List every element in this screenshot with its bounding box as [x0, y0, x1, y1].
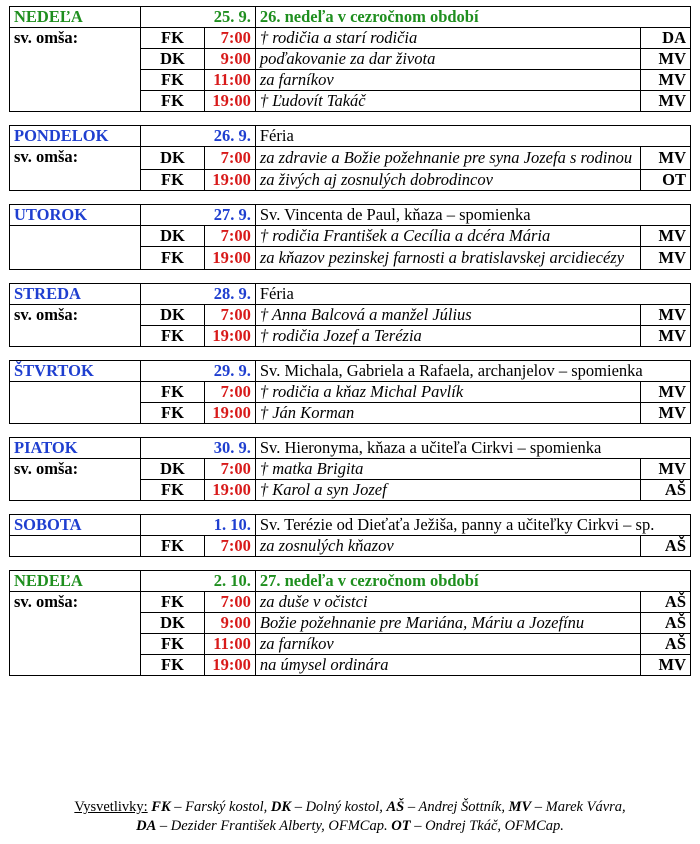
- church-code: DK: [141, 305, 204, 326]
- mass-row: [10, 613, 691, 634]
- mass-time: 19:00: [204, 326, 255, 347]
- priest-code: OT: [640, 170, 690, 191]
- mass-label: [10, 70, 141, 91]
- priest-code: DA: [640, 28, 690, 49]
- mass-row: [10, 147, 691, 170]
- mass-label: [10, 655, 141, 676]
- priest-code: MV: [640, 91, 690, 112]
- day-header: [10, 7, 691, 28]
- mass-intention: † Ľudovít Takáč: [255, 91, 640, 112]
- mass-label: [10, 634, 141, 655]
- church-code: FK: [141, 170, 204, 191]
- day-header: [10, 515, 691, 536]
- mass-row: [10, 536, 691, 557]
- church-code: FK: [141, 326, 204, 347]
- mass-intention: za farníkov: [255, 634, 640, 655]
- day-name: NEDEĽA: [10, 571, 141, 592]
- priest-code: AŠ: [640, 480, 690, 501]
- church-code: FK: [141, 382, 204, 403]
- mass-intention: za zosnulých kňazov: [255, 536, 640, 557]
- day-date: 26. 9.: [141, 126, 255, 147]
- mass-row: [10, 326, 691, 347]
- mass-label: [10, 226, 141, 247]
- day-header: [10, 438, 691, 459]
- church-code: FK: [141, 403, 204, 424]
- mass-intention: † Karol a syn Jozef: [255, 480, 640, 501]
- mass-intention: za živých aj zosnulých dobrodincov: [255, 170, 640, 191]
- day-table: [9, 360, 691, 424]
- day-table: [9, 125, 691, 191]
- priest-code: AŠ: [640, 613, 690, 634]
- mass-label: sv. omša:: [10, 28, 141, 49]
- mass-time: 7:00: [204, 382, 255, 403]
- mass-label: [10, 382, 141, 403]
- mass-row: [10, 480, 691, 501]
- mass-intention: † Ján Korman: [255, 403, 640, 424]
- church-code: FK: [141, 480, 204, 501]
- mass-label: sv. omša:: [10, 147, 141, 170]
- legend: [9, 798, 691, 836]
- mass-time: 7:00: [204, 28, 255, 49]
- mass-label: [10, 326, 141, 347]
- day-table: [9, 570, 691, 676]
- priest-code: AŠ: [640, 536, 690, 557]
- church-code: FK: [141, 70, 204, 91]
- day-date: 28. 9.: [141, 284, 255, 305]
- mass-intention: za farníkov: [255, 70, 640, 91]
- mass-intention: † rodičia a starí rodičia: [255, 28, 640, 49]
- mass-row: [10, 655, 691, 676]
- mass-intention: poďakovanie za dar života: [255, 49, 640, 70]
- mass-row: [10, 403, 691, 424]
- day-date: 27. 9.: [141, 205, 255, 226]
- church-code: DK: [141, 459, 204, 480]
- priest-code: MV: [640, 459, 690, 480]
- mass-time: 11:00: [204, 70, 255, 91]
- mass-row: [10, 226, 691, 247]
- day-description: Sv. Michala, Gabriela a Rafaela, archanjelov – spomienka: [255, 361, 690, 382]
- day-date: 25. 9.: [141, 7, 255, 28]
- mass-intention: na úmysel ordinára: [255, 655, 640, 676]
- mass-intention: za duše v očistci: [255, 592, 640, 613]
- mass-time: 7:00: [204, 459, 255, 480]
- legend-text: – Marek Vávra,: [531, 799, 626, 815]
- day-table: [9, 6, 691, 112]
- priest-code: MV: [640, 305, 690, 326]
- church-code: DK: [141, 226, 204, 247]
- legend-abbr: AŠ: [386, 799, 405, 815]
- mass-time: 7:00: [204, 226, 255, 247]
- mass-row: [10, 305, 691, 326]
- day-name: PIATOK: [10, 438, 141, 459]
- priest-code: MV: [640, 147, 690, 170]
- church-code: FK: [141, 655, 204, 676]
- mass-row: [10, 247, 691, 270]
- mass-time: 7:00: [204, 592, 255, 613]
- mass-intention: † Anna Balcová a manžel Július: [255, 305, 640, 326]
- legend-text: – Dezider František Alberty, OFMCap.: [156, 818, 392, 834]
- day-description: Sv. Vincenta de Paul, kňaza – spomienka: [255, 205, 690, 226]
- church-code: FK: [141, 28, 204, 49]
- mass-label: sv. omša:: [10, 305, 141, 326]
- mass-intention: † rodičia a kňaz Michal Pavlík: [255, 382, 640, 403]
- mass-label: sv. omša:: [10, 592, 141, 613]
- mass-label: [10, 536, 141, 557]
- priest-code: AŠ: [640, 592, 690, 613]
- mass-time: 19:00: [204, 170, 255, 191]
- mass-row: [10, 634, 691, 655]
- mass-time: 19:00: [204, 247, 255, 270]
- mass-intention: Božie požehnanie pre Mariána, Máriu a Jozefínu: [255, 613, 640, 634]
- mass-time: 11:00: [204, 634, 255, 655]
- mass-time: 7:00: [204, 536, 255, 557]
- mass-time: 7:00: [204, 147, 255, 170]
- legend-text: – Ondrej Tkáč, OFMCap.: [410, 818, 564, 834]
- day-header: [10, 361, 691, 382]
- day-name: ŠTVRTOK: [10, 361, 141, 382]
- priest-code: MV: [640, 70, 690, 91]
- church-code: DK: [141, 49, 204, 70]
- mass-row: [10, 91, 691, 112]
- church-code: FK: [141, 536, 204, 557]
- legend-text: – Dolný kostol,: [291, 799, 387, 815]
- mass-intention: † matka Brigita: [255, 459, 640, 480]
- legend-heading: Vysvetlivky:: [74, 799, 148, 815]
- day-description: 26. nedeľa v cezročnom období: [255, 7, 690, 28]
- church-code: FK: [141, 592, 204, 613]
- day-table: [9, 514, 691, 557]
- mass-intention: † rodičia František a Cecília a dcéra Mária: [255, 226, 640, 247]
- day-name: SOBOTA: [10, 515, 141, 536]
- legend-text: – Farský kostol,: [170, 799, 271, 815]
- mass-label: [10, 403, 141, 424]
- mass-schedule: [9, 6, 691, 689]
- day-header: [10, 205, 691, 226]
- legend-abbr: DA: [136, 818, 157, 834]
- day-description: Féria: [255, 126, 690, 147]
- mass-intention: † rodičia Jozef a Terézia: [255, 326, 640, 347]
- mass-time: 19:00: [204, 403, 255, 424]
- mass-time: 7:00: [204, 305, 255, 326]
- priest-code: MV: [640, 655, 690, 676]
- mass-row: [10, 70, 691, 91]
- mass-intention: za zdravie a Božie požehnanie pre syna Jozefa s rodinou: [255, 147, 640, 170]
- priest-code: MV: [640, 226, 690, 247]
- legend-abbr: FK: [151, 799, 171, 815]
- priest-code: MV: [640, 326, 690, 347]
- day-name: STREDA: [10, 284, 141, 305]
- legend-text: – Andrej Šottník,: [404, 799, 509, 815]
- mass-time: 19:00: [204, 655, 255, 676]
- day-table: [9, 437, 691, 501]
- mass-time: 19:00: [204, 480, 255, 501]
- church-code: FK: [141, 634, 204, 655]
- mass-label: [10, 613, 141, 634]
- mass-row: [10, 382, 691, 403]
- day-description: Féria: [255, 284, 690, 305]
- priest-code: MV: [640, 49, 690, 70]
- priest-code: AŠ: [640, 634, 690, 655]
- church-code: FK: [141, 91, 204, 112]
- day-header: [10, 284, 691, 305]
- mass-label: [10, 247, 141, 270]
- day-header: [10, 571, 691, 592]
- priest-code: MV: [640, 403, 690, 424]
- day-name: PONDELOK: [10, 126, 141, 147]
- day-header: [10, 126, 691, 147]
- priest-code: MV: [640, 382, 690, 403]
- day-table: [9, 204, 691, 270]
- mass-row: [10, 459, 691, 480]
- day-table: [9, 283, 691, 347]
- legend-abbr: DK: [270, 799, 292, 815]
- mass-row: [10, 49, 691, 70]
- mass-label: [10, 480, 141, 501]
- mass-time: 9:00: [204, 49, 255, 70]
- church-code: DK: [141, 147, 204, 170]
- day-date: 1. 10.: [141, 515, 255, 536]
- mass-label: [10, 91, 141, 112]
- day-description: 27. nedeľa v cezročnom období: [255, 571, 690, 592]
- mass-row: [10, 28, 691, 49]
- mass-row: [10, 592, 691, 613]
- church-code: DK: [141, 613, 204, 634]
- day-date: 30. 9.: [141, 438, 255, 459]
- priest-code: MV: [640, 247, 690, 270]
- mass-label: sv. omša:: [10, 459, 141, 480]
- day-description: Sv. Hieronyma, kňaza a učiteľa Cirkvi – spomienka: [255, 438, 690, 459]
- church-code: FK: [141, 247, 204, 270]
- legend-abbr: MV: [508, 799, 532, 815]
- day-name: UTOROK: [10, 205, 141, 226]
- day-description: Sv. Terézie od Dieťaťa Ježiša, panny a učiteľky Cirkvi – sp.: [255, 515, 690, 536]
- legend-abbr: OT: [391, 818, 411, 834]
- day-date: 29. 9.: [141, 361, 255, 382]
- mass-row: [10, 170, 691, 191]
- day-name: NEDEĽA: [10, 7, 141, 28]
- mass-time: 19:00: [204, 91, 255, 112]
- day-date: 2. 10.: [141, 571, 255, 592]
- mass-intention: za kňazov pezinskej farnosti a bratislavskej arcidiecézy: [255, 247, 640, 270]
- mass-time: 9:00: [204, 613, 255, 634]
- mass-label: [10, 49, 141, 70]
- mass-label: [10, 170, 141, 191]
